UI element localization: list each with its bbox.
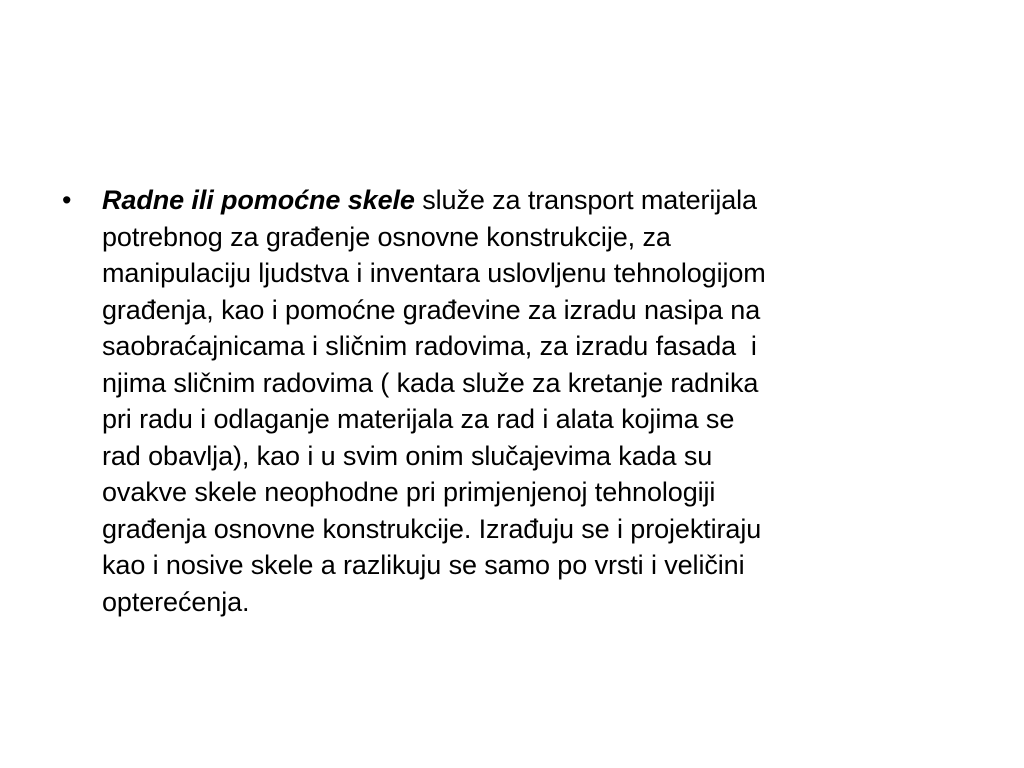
list-item xyxy=(62,182,962,620)
text-line-10: građenja osnovne konstrukcije. Izrađuju se i projektiraju xyxy=(102,513,762,544)
text-line-8: rad obavlja), kao i u svim onim slučajevima kada su xyxy=(102,440,713,471)
text-line-1 xyxy=(102,182,962,219)
lead-phrase: Radne ili pomoćne skele xyxy=(102,185,415,215)
text-line-9: ovakve skele neophodne pri primjenjenoj tehnologiji xyxy=(102,477,716,507)
text-line-11: kao i nosive skele a razlikuju se samo po vrsti i veličini xyxy=(102,550,745,580)
text-line-3: manipulaciju ljudstva i inventara uslovljenu tehnologijom xyxy=(102,258,766,288)
bullet-marker: • xyxy=(62,185,72,215)
line-1-rest: služe za transport materijala xyxy=(414,185,757,215)
text-line-12: opterećenja. xyxy=(102,586,250,617)
text-line-6: njima sličnim radovima ( kada služe za kretanje radnika xyxy=(102,367,759,398)
text-line-7: pri radu i odlaganje materijala za rad i alata kojima se xyxy=(102,404,735,434)
text-line-5: saobraćajnicama i sličnim radovima, za izradu fasada i xyxy=(102,331,757,361)
text-line-2: potrebnog za građenje osnovne konstrukcije, za xyxy=(102,221,671,252)
text-line-4: građenja, kao i pomoćne građevine za izradu nasipa na xyxy=(102,294,761,325)
bullet-list xyxy=(62,182,962,620)
